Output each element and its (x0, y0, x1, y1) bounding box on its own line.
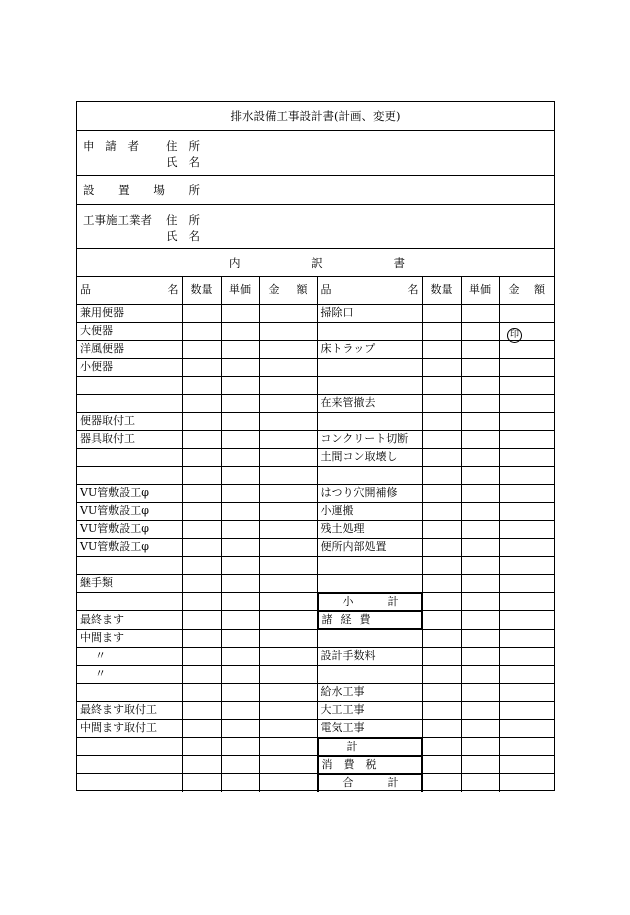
site-section (77, 176, 554, 205)
right-item-name: コンクリート切断 (317, 430, 422, 448)
right-amount-cell (499, 701, 554, 719)
left-item-name: VU管敷設工φ (77, 538, 182, 556)
left-amount-cell (259, 430, 317, 448)
contractor-address-label: 住 所 (166, 213, 200, 227)
left-item-name: 兼用便器 (77, 304, 182, 322)
applicant-label: 申 請 者 (83, 139, 139, 153)
table-row (77, 574, 554, 592)
left-item-name: 中間ます取付工 (77, 719, 182, 737)
right-price-cell (461, 358, 499, 376)
right-amount-cell (499, 665, 554, 683)
left-qty-cell (182, 701, 221, 719)
right-amount-cell (499, 520, 554, 538)
col-name-right: 品 名 (317, 277, 422, 304)
left-amount-cell (259, 538, 317, 556)
right-price-cell (461, 376, 499, 394)
table-row (77, 322, 554, 340)
left-price-cell (221, 484, 259, 502)
right-qty-cell (422, 394, 461, 412)
right-price-cell (461, 466, 499, 484)
right-item-name (317, 322, 422, 340)
right-amount-cell (499, 376, 554, 394)
left-price-cell (221, 774, 259, 792)
right-item-name (317, 574, 422, 592)
left-qty-cell (182, 719, 221, 737)
right-price-cell (461, 756, 499, 774)
col-qty-right: 数量 (422, 277, 461, 304)
right-amount-cell (499, 683, 554, 701)
left-amount-cell (259, 774, 317, 792)
right-item-name: 便所内部処置 (317, 538, 422, 556)
applicant-section (77, 131, 554, 176)
col-qty-left: 数量 (182, 277, 221, 304)
right-qty-cell (422, 611, 461, 630)
right-qty-cell (422, 629, 461, 647)
right-amount-cell (499, 448, 554, 466)
left-price-cell (221, 683, 259, 701)
table-row (77, 340, 554, 358)
left-qty-cell (182, 322, 221, 340)
left-price-cell (221, 376, 259, 394)
left-item-name: 〃 (77, 647, 182, 665)
right-item-name: 床トラップ (317, 340, 422, 358)
left-qty-cell (182, 502, 221, 520)
left-price-cell (221, 412, 259, 430)
right-qty-cell (422, 376, 461, 394)
right-amount-cell (499, 340, 554, 358)
table-row (77, 774, 554, 792)
table-row (77, 737, 554, 756)
table-row (77, 592, 554, 611)
right-qty-cell (422, 756, 461, 774)
left-amount-cell (259, 647, 317, 665)
left-item-name: 大便器 (77, 322, 182, 340)
right-price-cell (461, 340, 499, 358)
table-row (77, 683, 554, 701)
table-row (77, 394, 554, 412)
breakdown-heading: 内 訳 書 (229, 256, 405, 270)
left-qty-cell (182, 466, 221, 484)
table-row (77, 466, 554, 484)
right-amount-cell (499, 304, 554, 322)
left-item-name (77, 774, 182, 792)
left-price-cell (221, 502, 259, 520)
left-qty-cell (182, 556, 221, 574)
site-label: 設 置 場 所 (83, 183, 200, 197)
right-item-name (317, 665, 422, 683)
right-qty-cell (422, 484, 461, 502)
left-qty-cell (182, 448, 221, 466)
right-amount-cell (499, 466, 554, 484)
left-qty-cell (182, 647, 221, 665)
right-qty-cell (422, 466, 461, 484)
table-row (77, 358, 554, 376)
left-price-cell (221, 340, 259, 358)
left-amount-cell (259, 574, 317, 592)
left-amount-cell (259, 322, 317, 340)
left-item-name: 便器取付工 (77, 412, 182, 430)
table-row (77, 484, 554, 502)
contractor-name-label: 氏 名 (166, 229, 200, 243)
right-qty-cell (422, 647, 461, 665)
right-qty-cell (422, 340, 461, 358)
table-row (77, 502, 554, 520)
right-qty-cell (422, 430, 461, 448)
left-amount-cell (259, 683, 317, 701)
left-item-name: 最終ます取付工 (77, 701, 182, 719)
right-price-cell (461, 592, 499, 611)
left-item-name (77, 394, 182, 412)
right-item-name (317, 556, 422, 574)
left-price-cell (221, 756, 259, 774)
right-amount-cell (499, 647, 554, 665)
col-amount-left: 金 額 (259, 277, 317, 304)
left-amount-cell (259, 665, 317, 683)
left-amount-cell (259, 358, 317, 376)
left-item-name: 継手類 (77, 574, 182, 592)
table-row (77, 701, 554, 719)
right-price-cell (461, 701, 499, 719)
left-item-name (77, 737, 182, 756)
left-qty-cell (182, 737, 221, 756)
right-amount-cell (499, 737, 554, 756)
right-amount-cell (499, 629, 554, 647)
left-price-cell (221, 556, 259, 574)
right-qty-cell (422, 774, 461, 792)
table-row (77, 611, 554, 630)
col-price-left: 単価 (221, 277, 259, 304)
title-section (77, 102, 554, 131)
left-qty-cell (182, 376, 221, 394)
right-price-cell (461, 430, 499, 448)
right-price-cell (461, 484, 499, 502)
right-qty-cell (422, 304, 461, 322)
right-amount-cell (499, 611, 554, 630)
right-price-cell (461, 538, 499, 556)
right-item-name: 諸 経 費 (318, 611, 422, 629)
right-amount-cell (499, 756, 554, 774)
col-name-left: 品 名 (77, 277, 182, 304)
right-item-name (317, 412, 422, 430)
left-amount-cell (259, 376, 317, 394)
right-price-cell (461, 719, 499, 737)
applicant-address-label: 住 所 (166, 139, 200, 153)
left-price-cell (221, 592, 259, 611)
applicant-name-label: 氏 名 (166, 155, 200, 169)
left-amount-cell (259, 592, 317, 611)
right-amount-cell (499, 538, 554, 556)
right-price-cell (461, 647, 499, 665)
left-amount-cell (259, 520, 317, 538)
right-qty-cell (422, 737, 461, 756)
table-row (77, 538, 554, 556)
left-amount-cell (259, 701, 317, 719)
left-amount-cell (259, 719, 317, 737)
right-item-name: 電気工事 (317, 719, 422, 737)
table-row (77, 376, 554, 394)
left-price-cell (221, 701, 259, 719)
left-price-cell (221, 719, 259, 737)
right-item-name: 在来管撤去 (317, 394, 422, 412)
left-qty-cell (182, 340, 221, 358)
left-item-name: VU管敷設工φ (77, 502, 182, 520)
left-item-name (77, 466, 182, 484)
left-amount-cell (259, 304, 317, 322)
right-amount-cell (499, 358, 554, 376)
table-row (77, 304, 554, 322)
right-item-name: 消 費 税 (318, 756, 422, 774)
left-price-cell (221, 304, 259, 322)
left-item-name: 〃 (77, 665, 182, 683)
right-item-name: 小運搬 (317, 502, 422, 520)
left-amount-cell (259, 448, 317, 466)
left-qty-cell (182, 304, 221, 322)
right-item-name (317, 466, 422, 484)
right-item-name: 給水工事 (317, 683, 422, 701)
left-amount-cell (259, 502, 317, 520)
right-amount-cell (499, 394, 554, 412)
left-qty-cell (182, 430, 221, 448)
right-price-cell (461, 774, 499, 792)
table-row (77, 629, 554, 647)
left-price-cell (221, 358, 259, 376)
left-price-cell (221, 448, 259, 466)
right-item-name: 小 計 (318, 593, 422, 611)
right-qty-cell (422, 556, 461, 574)
left-item-name (77, 592, 182, 611)
table-header-row (77, 277, 554, 304)
left-price-cell (221, 538, 259, 556)
right-qty-cell (422, 574, 461, 592)
right-amount-cell (499, 322, 554, 340)
left-qty-cell (182, 484, 221, 502)
left-qty-cell (182, 358, 221, 376)
col-price-right: 単価 (461, 277, 499, 304)
right-item-name (317, 358, 422, 376)
design-form (76, 101, 555, 791)
left-item-name: 器具取付工 (77, 430, 182, 448)
right-amount-cell (499, 592, 554, 611)
right-price-cell (461, 574, 499, 592)
right-price-cell (461, 502, 499, 520)
right-price-cell (461, 304, 499, 322)
left-price-cell (221, 430, 259, 448)
table-row (77, 412, 554, 430)
breakdown-table (77, 277, 554, 792)
right-price-cell (461, 665, 499, 683)
right-qty-cell (422, 322, 461, 340)
right-item-name (317, 376, 422, 394)
table-row (77, 556, 554, 574)
right-qty-cell (422, 665, 461, 683)
right-amount-cell (499, 719, 554, 737)
left-price-cell (221, 394, 259, 412)
right-amount-cell (499, 774, 554, 792)
right-price-cell (461, 322, 499, 340)
left-price-cell (221, 737, 259, 756)
right-price-cell (461, 412, 499, 430)
left-price-cell (221, 574, 259, 592)
left-qty-cell (182, 683, 221, 701)
left-price-cell (221, 665, 259, 683)
left-amount-cell (259, 756, 317, 774)
left-item-name (77, 448, 182, 466)
breakdown-heading-section (77, 249, 554, 277)
table-row (77, 665, 554, 683)
left-qty-cell (182, 629, 221, 647)
table-row (77, 756, 554, 774)
left-qty-cell (182, 665, 221, 683)
left-item-name (77, 556, 182, 574)
right-qty-cell (422, 520, 461, 538)
left-amount-cell (259, 412, 317, 430)
right-item-name (317, 629, 422, 647)
right-qty-cell (422, 358, 461, 376)
contractor-label: 工事施工業者 (83, 213, 152, 227)
left-item-name: 小便器 (77, 358, 182, 376)
left-qty-cell (182, 611, 221, 630)
left-qty-cell (182, 538, 221, 556)
right-qty-cell (422, 502, 461, 520)
right-item-name: 土間コン取壊し (317, 448, 422, 466)
right-qty-cell (422, 719, 461, 737)
left-qty-cell (182, 394, 221, 412)
left-item-name: 最終ます (77, 611, 182, 630)
left-qty-cell (182, 520, 221, 538)
left-item-name (77, 683, 182, 701)
left-amount-cell (259, 611, 317, 630)
right-price-cell (461, 683, 499, 701)
left-item-name (77, 756, 182, 774)
right-price-cell (461, 737, 499, 756)
table-row (77, 647, 554, 665)
left-amount-cell (259, 629, 317, 647)
left-amount-cell (259, 340, 317, 358)
table-row (77, 448, 554, 466)
right-qty-cell (422, 683, 461, 701)
right-amount-cell (499, 412, 554, 430)
right-qty-cell (422, 592, 461, 611)
right-item-name: 大工工事 (317, 701, 422, 719)
seal-mark: 印 (507, 328, 522, 343)
right-price-cell (461, 394, 499, 412)
right-item-name: はつり穴開補修 (317, 484, 422, 502)
table-row (77, 520, 554, 538)
right-item-name: 計 (318, 738, 422, 756)
right-qty-cell (422, 538, 461, 556)
left-price-cell (221, 611, 259, 630)
left-amount-cell (259, 556, 317, 574)
left-qty-cell (182, 774, 221, 792)
form-title: 排水設備工事設計書(計画、変更) (230, 109, 401, 123)
right-price-cell (461, 556, 499, 574)
left-amount-cell (259, 394, 317, 412)
table-row (77, 719, 554, 737)
left-qty-cell (182, 592, 221, 611)
left-qty-cell (182, 756, 221, 774)
left-item-name (77, 376, 182, 394)
left-item-name: VU管敷設工φ (77, 484, 182, 502)
right-qty-cell (422, 701, 461, 719)
left-price-cell (221, 466, 259, 484)
right-item-name: 設計手数料 (317, 647, 422, 665)
left-amount-cell (259, 466, 317, 484)
right-price-cell (461, 629, 499, 647)
left-price-cell (221, 322, 259, 340)
left-price-cell (221, 520, 259, 538)
right-amount-cell (499, 430, 554, 448)
left-price-cell (221, 647, 259, 665)
right-item-name: 掃除口 (317, 304, 422, 322)
right-qty-cell (422, 412, 461, 430)
right-item-name: 残土処理 (317, 520, 422, 538)
right-price-cell (461, 611, 499, 630)
right-item-name: 合 計 (318, 774, 422, 792)
table-row (77, 430, 554, 448)
left-amount-cell (259, 737, 317, 756)
col-amount-right: 金 額 (499, 277, 554, 304)
left-item-name: 中間ます (77, 629, 182, 647)
right-price-cell (461, 448, 499, 466)
right-amount-cell (499, 574, 554, 592)
left-price-cell (221, 629, 259, 647)
right-amount-cell (499, 502, 554, 520)
left-item-name: VU管敷設工φ (77, 520, 182, 538)
right-price-cell (461, 520, 499, 538)
right-amount-cell (499, 556, 554, 574)
left-qty-cell (182, 412, 221, 430)
left-item-name: 洋風便器 (77, 340, 182, 358)
right-qty-cell (422, 448, 461, 466)
left-qty-cell (182, 574, 221, 592)
left-amount-cell (259, 484, 317, 502)
right-amount-cell (499, 484, 554, 502)
contractor-section (77, 205, 554, 249)
